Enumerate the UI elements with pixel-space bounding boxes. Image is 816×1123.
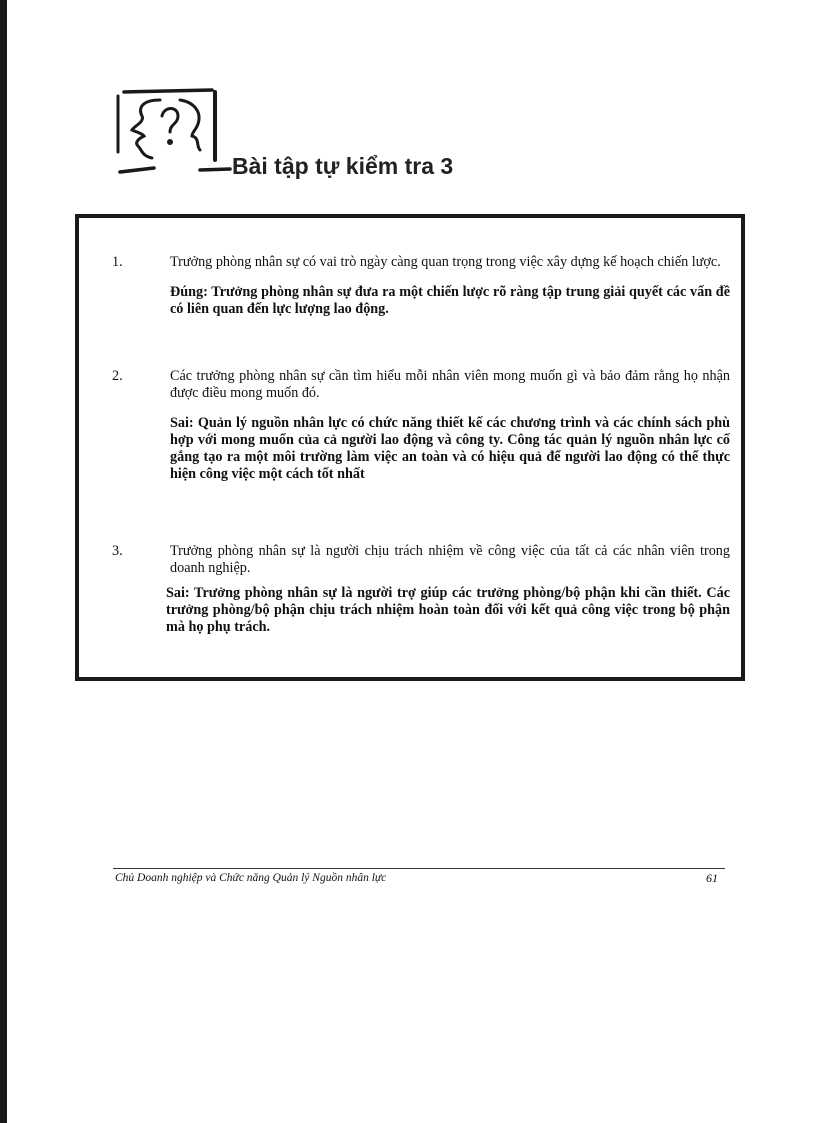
- item-number: 1.: [112, 254, 123, 270]
- scan-edge: [0, 0, 7, 1123]
- page-title: Bài tập tự kiểm tra 3: [232, 153, 454, 179]
- item-number: 2.: [112, 368, 123, 384]
- item-answer: Sai: Trưởng phòng nhân sự là người trợ giúp các trưởng phòng/bộ phận khi cần thiết. Các trưởng phòng/bộ phận chịu trách nhiệm hoàn toàn đối với kết quả công việc trong bộ phận mà họ phụ trách.: [166, 585, 730, 635]
- exercise-box: [75, 214, 745, 681]
- item-statement: Trưởng phòng nhân sự là người chịu trách nhiệm về công việc của tất cả các nhân viên trong doanh nghiệp.: [170, 543, 730, 576]
- item-answer: Đúng: Trưởng phòng nhân sự đưa ra một chiến lược rõ ràng tập trung giải quyết các vấn đề có liên quan đến lực lượng lao động.: [170, 284, 730, 317]
- page-number: 61: [706, 871, 718, 885]
- footer-rule: [113, 868, 725, 869]
- question-head-icon: [112, 86, 232, 182]
- item-answer: Sai: Quản lý nguồn nhân lực có chức năng thiết kế các chương trình và các chính sách phù hợp với mong muốn của cả người lao động và công ty. Công tác quản lý nguồn nhân lực cố gắng tạo ra một môi trường làm việc an toàn và có hiệu quả để người lao động có thể thực hiện công việc một cách tốt nhất: [170, 415, 730, 482]
- item-statement: Các trưởng phòng nhân sự cần tìm hiểu mỗi nhân viên mong muốn gì và bảo đảm rằng họ nhận được điều mong muốn đó.: [170, 368, 730, 401]
- item-statement: Trưởng phòng nhân sự có vai trò ngày càng quan trọng trong việc xây dựng kế hoạch chiến lược.: [170, 254, 721, 270]
- footer-text: Chủ Doanh nghiệp và Chức năng Quản lý Nguồn nhân lực: [115, 872, 387, 884]
- item-number: 3.: [112, 543, 123, 559]
